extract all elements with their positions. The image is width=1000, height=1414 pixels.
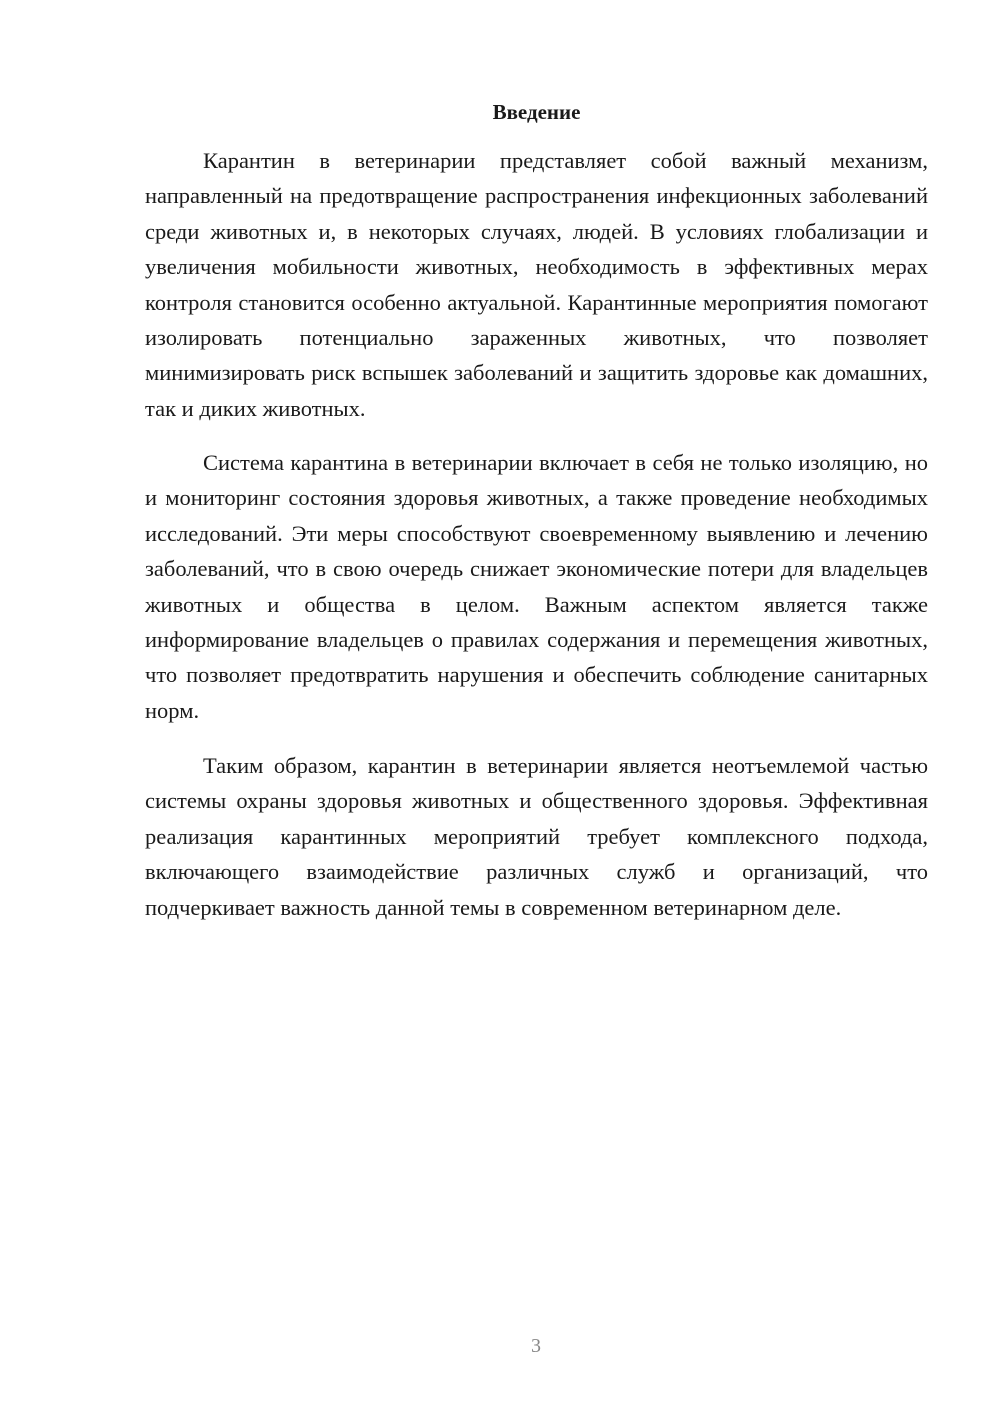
paragraph-1: Карантин в ветеринарии представляет собой важный механизм, направленный на предотвращение распространения инфекционных заболеваний среди животных и, в некоторых случаях, людей. В условиях глобализации и увеличения мобильности животных, необходимость в эффективных мерах контроля становится особенно актуальной. Карантинные мероприятия помогают изолировать потенциально зараженных животных, что позволяет минимизировать риск вспышек заболеваний и защитить здоровье как домашних, так и диких животных. bbox=[145, 148, 928, 421]
section-heading: Введение bbox=[492, 100, 581, 124]
paragraph-3: Таким образом, карантин в ветеринарии является неотъемлемой частью системы охраны здоровья животных и общественного здоровья. Эффективная реализация карантинных мероприятий требует комплексного подхода, включающего взаимодействие различных служб и организаций, что подчеркивает важность данной темы в современном ветеринарном деле. bbox=[145, 753, 928, 920]
page-number: 3 bbox=[531, 1335, 541, 1357]
paragraph-2: Система карантина в ветеринарии включает в себя не только изоляцию, но и мониторинг состояния здоровья животных, а также проведение необходимых исследований. Эти меры способствуют своевременному выявлению и лечению заболеваний, что в свою очередь снижает экономические потери для владельцев животных и общества в целом. Важным аспектом является также информирование владельцев о правилах содержания и перемещения животных, что позволяет предотвратить нарушения и обеспечить соблюдение санитарных норм. bbox=[145, 450, 928, 723]
